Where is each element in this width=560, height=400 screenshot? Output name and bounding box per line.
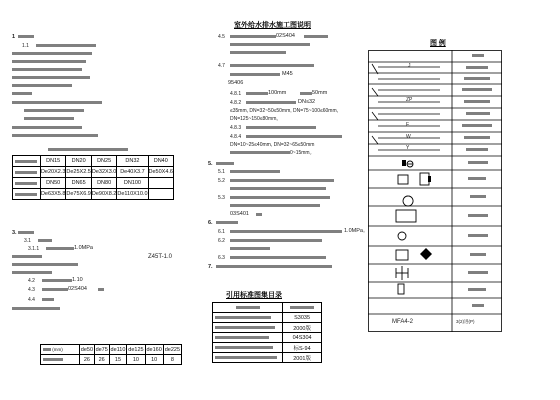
section-5-3-num: 5.3 <box>218 195 225 201</box>
pipe-cell: De90X8.2 <box>91 189 116 200</box>
ref-4-5: 02S404 <box>276 33 295 39</box>
section-5-num: 5. <box>208 161 213 167</box>
legend-letter-j: J <box>408 63 411 69</box>
ref-02s404: 02S404 <box>68 286 87 292</box>
v-4-8-4b: 0~15mm。 <box>290 150 315 156</box>
v-4-8-1: 100mm <box>268 90 287 96</box>
pipe-cell: DN15 <box>40 156 65 167</box>
v-4-8-1b: 50mm <box>312 90 328 96</box>
ref-03s401: 03S401 <box>230 211 249 217</box>
pipe-cell: DN100 <box>117 178 148 189</box>
section-1-1-num: 1.1 <box>22 43 29 49</box>
legend-letter-y: Y <box>406 145 410 151</box>
bottom-header-cell: de160 <box>146 346 162 353</box>
section-5-1-num: 5.1 <box>218 169 225 175</box>
bottom-value-cell: 26 <box>94 355 109 365</box>
pipe-cell: DN65 <box>66 178 91 189</box>
pipe-cell: De110X10.0 <box>117 189 148 200</box>
pipe-cell: DN20 <box>66 156 91 167</box>
v-6-1: 1.0MPa。 <box>344 228 369 234</box>
section-5-2-num: 5.2 <box>218 178 225 184</box>
m45-code: M45 <box>282 71 293 77</box>
section-3-num: 3. <box>12 230 17 236</box>
section-1-num: 1 <box>12 34 16 40</box>
bottom-value-cell: 10 <box>145 355 163 365</box>
section-6-num: 6. <box>208 220 213 226</box>
std-code-cell: 标S-94 <box>283 343 322 353</box>
section-6-1-num: 6.1 <box>218 229 225 235</box>
bottom-header-cell: de75 <box>95 346 108 353</box>
section-4-7-num: 4.7 <box>218 63 225 69</box>
std-code-cell: 04S304 <box>283 333 322 343</box>
bottom-header-cell: de225 <box>164 346 181 353</box>
fixture-symbols <box>396 161 429 294</box>
pipe-cell: De20X2.3 <box>40 167 65 178</box>
ref-95406: 95406 <box>228 80 244 86</box>
bottom-value-cell: 15 <box>109 355 127 365</box>
pipe-cell: De63X5.8 <box>40 189 65 200</box>
pipe-cell: DN80 <box>91 178 116 189</box>
pipe-cell: DN40 <box>148 156 173 167</box>
section-4-2-num: 4.2 <box>28 278 35 284</box>
pipe-cell: DN25 <box>91 156 116 167</box>
mpa-text: 1.0MPa <box>74 245 93 251</box>
legend-letter-f: F <box>406 122 410 128</box>
section-4-8-2-num: 4.8.2 <box>230 100 242 106</box>
bottom-table-unit: (mm) <box>52 347 63 352</box>
legend-last-text: 3(2)进(P) <box>456 319 475 324</box>
bottom-value-cell: 26 <box>80 355 95 365</box>
section-4-8-1-num: 4.8.1 <box>230 91 242 97</box>
section-6-3-num: 6.3 <box>218 255 225 261</box>
bottom-header-cell: de50 <box>80 346 94 353</box>
v-4-8-2c: DN=125~150≤80mm。 <box>230 116 282 122</box>
legend-grid <box>368 50 502 332</box>
std-code-cell: S3035 <box>283 313 322 323</box>
v-4-8-4: DN=10~25≤40mm, DN=32~65≤50mm <box>230 142 315 148</box>
v-4-8-2: DN≤32 <box>298 99 316 105</box>
section-4-3-num: 4.3 <box>28 287 35 293</box>
pipe-cell: De50X4.6 <box>148 167 173 178</box>
pipe-cell: DN32 <box>117 156 148 167</box>
section-3-1-1-num: 3.1.1 <box>28 246 40 252</box>
std-code-cell: 2001版 <box>283 353 322 363</box>
section-4-2-val: 1.10 <box>72 277 83 283</box>
bottom-table <box>40 344 182 365</box>
legend-tag: MFA4-2 <box>392 319 414 325</box>
legend-title: 图 例 <box>430 39 446 47</box>
legend-letter-w: W <box>406 134 411 140</box>
section-3-1-num: 3.1 <box>24 238 31 244</box>
section-4-8-3-num: 4.8.3 <box>230 125 242 131</box>
standards-table <box>212 302 322 363</box>
std-code-cell: 2000版 <box>283 323 322 333</box>
legend-letter-zp: ZP <box>406 97 413 103</box>
section-4-8-4-num: 4.8.4 <box>230 134 242 140</box>
pipe-cell: De75X6.9 <box>66 189 91 200</box>
page-title: 室外给水排水施工图说明 <box>234 21 311 29</box>
pipe-cell: De25X2.5 <box>66 167 91 178</box>
valve-code: Z45T-1.0 <box>148 254 173 260</box>
bottom-header-cell: de110 <box>110 346 126 353</box>
bottom-value-cell: 8 <box>163 355 181 365</box>
pipe-cell: DN50 <box>40 178 65 189</box>
section-4-4-num: 4.4 <box>28 297 35 303</box>
section-6-2-num: 6.2 <box>218 238 225 244</box>
pipe-size-table <box>12 155 174 200</box>
bottom-value-cell: 10 <box>127 355 145 365</box>
v-4-8-2b: ≤35mm, DN=32~50≤50mm, DN=75~100≤60mm, <box>230 108 339 114</box>
pipe-cell: De40X3.7 <box>117 167 148 178</box>
standards-title: 引用标准图集目录 <box>226 291 282 299</box>
pipe-cell: De32X3.0 <box>91 167 116 178</box>
bottom-header-cell: de125 <box>128 346 144 353</box>
section-4-5-num: 4.5 <box>218 34 225 40</box>
section-7-num: 7. <box>208 264 213 270</box>
